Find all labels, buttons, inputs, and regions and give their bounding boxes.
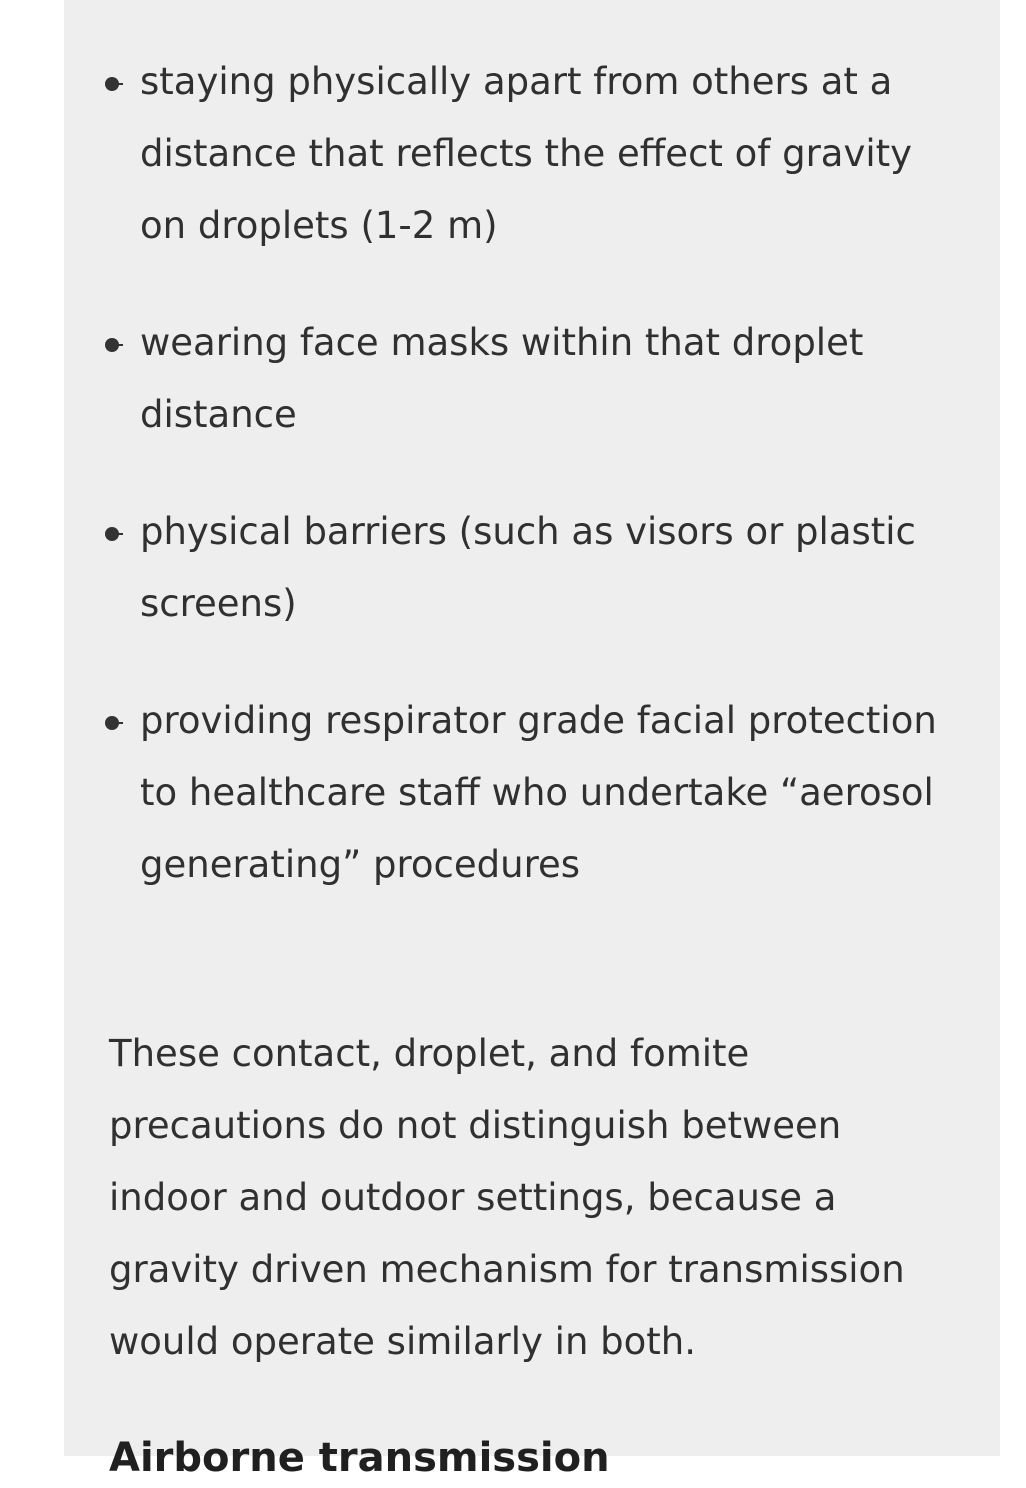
bullet-icon — [105, 527, 119, 541]
section-heading: Airborne transmission — [109, 1435, 610, 1481]
list-item — [64, 496, 960, 640]
list-item-text: staying physically apart from others at a distance that reflects the effect of gravity on droplets (1-2 m) — [140, 60, 913, 247]
bullet-icon — [105, 338, 119, 352]
body-paragraph: These contact, droplet, and fomite precautions do not distinguish between indoor and outdoor settings, because a gravity driven mechanism for transmission would operate similarly in both. — [109, 1032, 905, 1363]
list-item-text: providing respirator grade facial protection to healthcare staff who undertake “aerosol generating” procedures — [140, 699, 937, 886]
list-item — [64, 685, 960, 901]
list-item-text: physical barriers (such as visors or plastic screens) — [140, 510, 916, 625]
list-item-text: wearing face masks within that droplet distance — [140, 321, 864, 436]
bullet-icon — [105, 77, 119, 91]
precautions-list — [64, 46, 1000, 946]
article-panel — [64, 0, 1000, 1481]
bullet-icon — [105, 716, 119, 730]
list-item — [64, 307, 960, 451]
list-item — [64, 46, 960, 262]
